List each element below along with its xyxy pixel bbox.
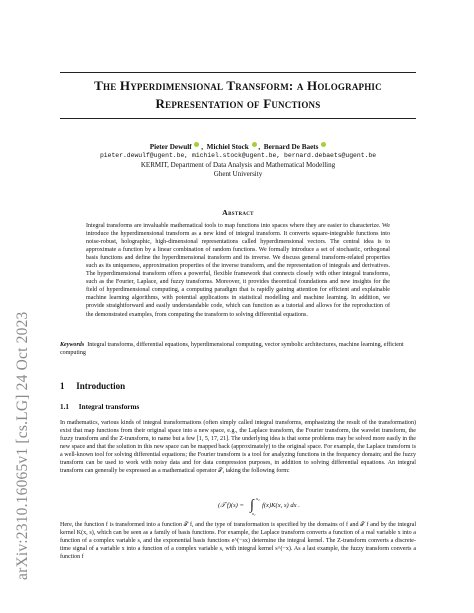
body-paragraph-2: Here, the function f is transformed into a function 𝒯 f, and the type of transformation is specified by the domains of f and 𝒯 f and by the integral kernel K(x, s), which can be seen as a family of basis functions. For example, the Laplace transform converts a function of a real variable x into a function of a complex variable s, and the exponential basis functions e^(−sx) determine the integral kernel. The Z-transform converts a discrete-time signal of a variable x into a function of a complex variable s, with integral kernel s^(−x). As a last example, the fuzzy transform converts a function f xyxy=(60,522,416,561)
lower-limit: x₁ xyxy=(252,511,256,516)
arxiv-id: arXiv:2310.16065v1 [cs.LG] 24 Oct 2023 xyxy=(14,311,31,580)
upper-limit: x₂ xyxy=(256,496,260,501)
orcid-icon[interactable] xyxy=(321,142,326,147)
affiliation xyxy=(60,161,416,179)
orcid-icon[interactable] xyxy=(194,142,199,147)
title-bottom-rule xyxy=(60,118,416,119)
abstract-text: Integral transforms are invaluable mathematical tools to map functions into spaces where they are easier to characterize. We introduce the hyperdimensional transform as a new kind of integral transform. It converts square-integrable functions into noise-robust, holographic, high-dimensional representations called hyperdimensional vectors. The central idea is to approximate a function by a linear combination of random functions. We formally introduce a set of stochastic, orthogonal basis functions and define the hyperdimensional transform and its inverse. We discuss general transform-related properties such as its uniqueness, approximation properties of the inverse transform, and the representation of integrals and derivatives. The hyperdimensional transform offers a powerful, flexible framework that connects closely with other integral transforms, such as the Fourier, Laplace, and fuzzy transforms. Moreover, it provides theoretical foundations and new insights for the field of hyperdimensional computing, a computing paradigm that is rapidly gaining attention for efficient and explainable machine learning algorithms, with potential applications in statistical modelling and machine learning. In addition, we provide straightforward and easily understandable code, which can function as a tutorial and allows for the reproduction of the demonstrated examples, from computing the transform to solving differential equations. xyxy=(86,223,390,318)
keywords-text: Integral transforms, differential equations, hyperdimensional computing, vector symbolic architectures, machine learning, efficient computing xyxy=(60,342,404,357)
title-top-rule xyxy=(60,72,416,73)
author-name: Pieter Dewulf xyxy=(149,143,192,151)
subsection-number: 1.1 xyxy=(60,403,69,411)
abstract-heading: Abstract xyxy=(222,208,254,217)
keywords-label: Keywords xyxy=(60,342,85,348)
author-name: Michiel Stock xyxy=(206,143,249,151)
subsection-heading xyxy=(60,403,139,411)
title-line-2: Representation of Functions xyxy=(155,96,321,111)
title-line-1: The Hyperdimensional Transform: a Holographic xyxy=(94,78,382,93)
section-title: Introduction xyxy=(76,381,126,391)
author-list: Pieter Dewulf , Michiel Stock , Bernard De Baets xyxy=(60,142,416,151)
section-heading xyxy=(60,381,125,391)
paper-title xyxy=(60,77,416,113)
equation-rhs: f(x)K(x, s) dx . xyxy=(262,502,300,509)
keywords xyxy=(60,341,416,357)
body-paragraph-1: In mathematics, various kinds of integral transformations (often simply called integral transforms, emphasizing the result of the transformation) exist that map functions from their original space into a new space, e.g., the Laplace transform, the Fourier transform, the wavelet transform, the fuzzy transform and the Z-transform, to name but a few [1, 5, 17, 21]. The underlying idea is that some problems may be solved more easily in the new space and that the solution in this new space can be mapped back (approximately) to the original space. For example, the Laplace transform is a well-known tool for solving differential equations; the Fourier transform is a tool for analyzing functions in the frequency domain; and the fuzzy transform can be used to work with noisy data and for data compression purposes, in addition to solving differential equations. An integral transform can generally be expressed as a mathematical operator 𝒯, taking the following form: xyxy=(60,420,416,475)
author-name: Bernard De Baets xyxy=(263,143,319,151)
author-emails[interactable]: pieter.dewulf@ugent.be, michiel.stock@ugent.be, bernard.debaets@ugent.be xyxy=(99,152,377,159)
integral-equation xyxy=(60,498,416,520)
arxiv-sidebar-stamp xyxy=(12,160,40,580)
affiliation-department: KERMIT, Department of Data Analysis and Mathematical Modelling xyxy=(140,161,336,169)
integral-sign-icon: ∫ xyxy=(250,498,254,513)
affiliation-university: Ghent University xyxy=(213,170,263,178)
orcid-icon[interactable] xyxy=(252,142,257,147)
equation-lhs: (𝒯 f)(s) = xyxy=(218,502,244,509)
section-number: 1 xyxy=(60,381,65,391)
subsection-title: Integral transforms xyxy=(78,403,140,411)
